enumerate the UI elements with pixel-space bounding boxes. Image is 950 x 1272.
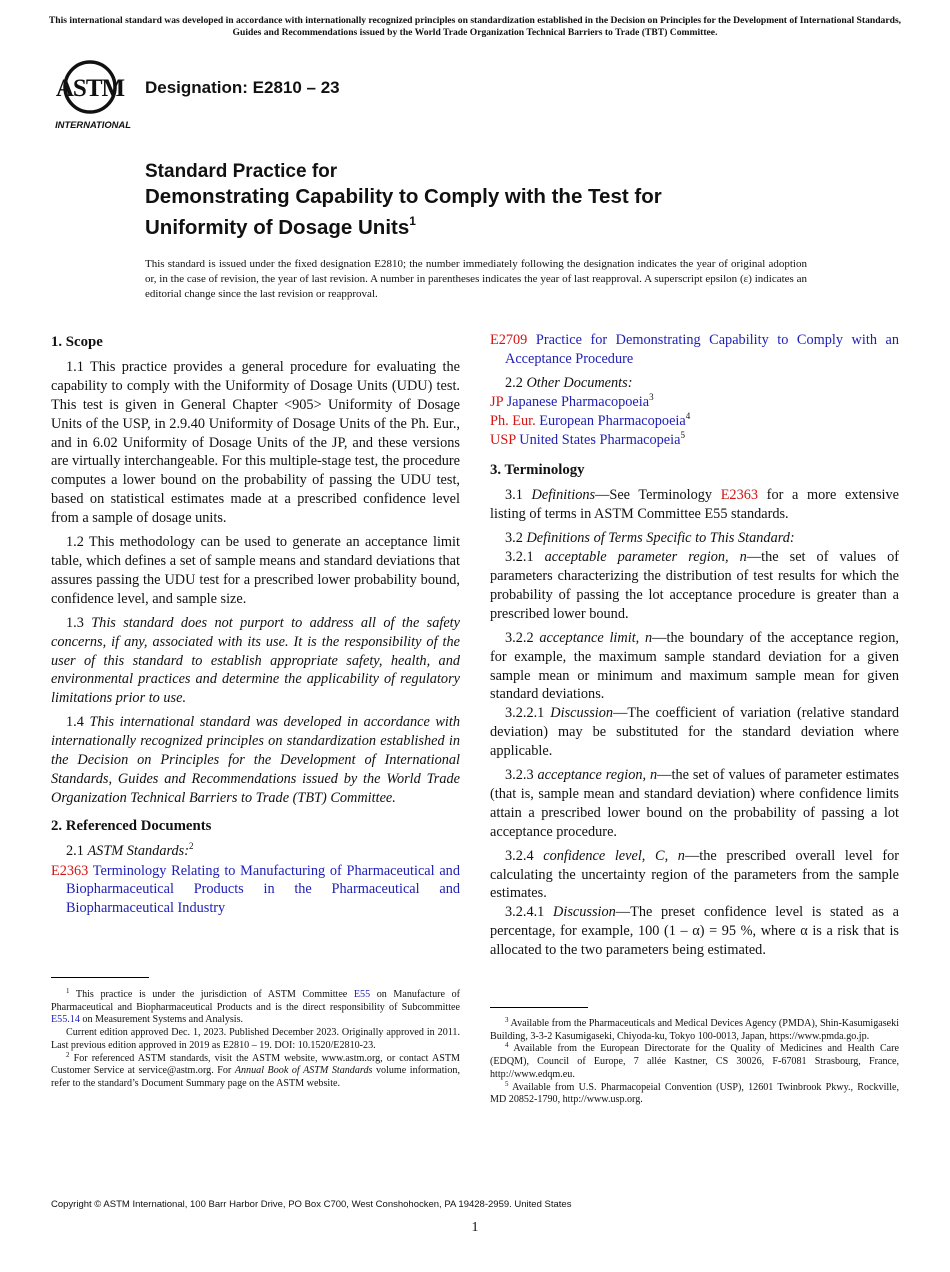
para-3-2-3 — [490, 766, 899, 842]
ref-e2709-link[interactable]: E2709 — [490, 332, 528, 348]
left-column — [51, 331, 460, 918]
para-3-2-2-text: —the boundary of the acceptance region, for example, the maximum sample standard deviation for a given sample mean or minimum and maximum sample mean for given standard deviations. — [490, 629, 899, 703]
para-3-1-term: Definitions — [531, 487, 596, 504]
tbt-notice: This international standard was developed in accordance with internationally recognized principles on standardization established in the Decision on Principles for the Development of International Standards, Guides and Recommendations issued by the World Trade Organization Technical Barriers to Trade (TBT) Committee. — [48, 15, 902, 38]
footnote-1-edition: Current edition approved Dec. 1, 2023. Published December 2023. Originally approved in 2011. Last previous edition approved in 2019 as E2810 – 19. DOI: 10.1520/E2810-23. — [51, 1027, 460, 1051]
footnote-5: $^5$ Available from U.S. Pharmacopeial Convention (USP), 12601 Twinbrook Pkwy., Rockville, MD 20852-1790, http://www.usp.org. — [490, 1079, 899, 1106]
preface-note: This standard is issued under the fixed designation E2810; the number immediately following the designation indicates the year of original adoption or, in the case of revision, the year of last revision. A number in parentheses indicates the year of last reapproval. A superscript epsilon (ε) indicates an editorial change since the last revision or reapproval. — [145, 258, 807, 300]
svg-text:ASTM: ASTM — [55, 75, 125, 102]
title-line-1: Standard Practice for — [145, 161, 338, 182]
right-column — [490, 331, 899, 965]
ref-e2709-title-link[interactable]: Practice for Demonstrating Capability to Comply with an Acceptance Procedure — [505, 332, 899, 367]
ref-e2709 — [490, 331, 899, 369]
para-3-2-2-1 — [490, 704, 899, 761]
para-3-1-number: 3.1 — [505, 487, 523, 504]
para-3-2-2-number: 3.2.2 — [505, 629, 534, 646]
footnote-1: $^1$ This practice is under the jurisdiction of ASTM Committee E55 on Manufacture of Pharmaceutical and Biopharmaceutical Products and is the direct responsibility of Subcommittee E55.14 on Measurement Systems and Analysis. — [51, 987, 460, 1026]
section-1-heading: 1. Scope — [51, 334, 103, 350]
copyright-line: Copyright © ASTM International, 100 Barr Harbor Drive, PO Box C700, West Conshohocken, PA 19428-2959. United States — [51, 1199, 572, 1210]
para-3-2-4-term: confidence level, C, n — [543, 847, 685, 864]
ref-e2363-link[interactable]: E2363 — [51, 862, 89, 879]
para-1-4 — [51, 713, 460, 808]
title-line-3: Uniformity of Dosage Units — [145, 216, 410, 239]
para-3-2-2 — [490, 629, 899, 705]
para-2-1-number: 2.1 — [66, 842, 84, 859]
para-1-1: 1.1 This practice provides a general procedure for evaluating the capability to comply with the Uniformity of Dosage Units (UDU) test. This test is given in General Chapter <905> Uniformity of Dosage Units of the USP, in 2.9.40 Uniformity of Dosage Units of the Ph. Eur., and in 6.02 Uniformity of Dosage Units of the JP, and these versions are virtually interchangeable. For this multiple-stage test, the procedure computes a lower bound on the probability of passing the UDU test, based on statistical estimates made at a prescribed confidence level from a sample of dosage units. — [51, 358, 460, 527]
ref-jp-title-link[interactable]: Japanese Pharmacopoeia — [506, 393, 650, 410]
ref-jp — [490, 393, 899, 412]
para-3-2-2-term: acceptance limit, n — [539, 629, 653, 646]
para-1-3 — [51, 614, 460, 709]
para-3-2-1-text: —the set of values of parameters characterizing the distribution of test results for which the probability of passing the lot acceptance procedure is greater than a prescribed lower bound. — [490, 549, 899, 622]
para-3-2-number: 3.2 — [505, 530, 523, 547]
ref-e2363 — [51, 862, 460, 919]
para-3-2-3-number: 3.2.3 — [505, 767, 534, 784]
para-3-2-2-1-text: —The coefficient of variation (relative standard deviation) may be substituted for the standard deviation where applicable. — [490, 705, 899, 760]
para-3-2-1 — [490, 548, 899, 624]
footnote-5-mark: 5 — [505, 1079, 509, 1088]
document-title — [145, 160, 845, 240]
footnote-2: $^2$ For referenced ASTM standards, visit the ASTM website, www.astm.org, or contact ASTM Customer Service at service@astm.org. For Annual Book of ASTM Standards volume information, refer to the standard’s Document Summary page on the ASTM website. — [51, 1050, 460, 1089]
ref-pheur-title-link[interactable]: European Pharmacopoeia — [539, 412, 686, 429]
para-3-2-4-1 — [490, 903, 899, 960]
ref-e2363-title-link[interactable]: Terminology Relating to Manufacturing of Pharmaceutical and Biopharmaceutical Products in the Pharmaceutical and Biopharmaceutical Industry — [66, 862, 460, 917]
footnote-4: $^4$ Available from the European Directorate for the Quality of Medicines and Health Care (EDQM), Council of Europe, 7 allée Kastner, CS 30026, F-67081 Strasbourg, France, http://www.edqm.eu. — [490, 1041, 899, 1080]
para-2-1 — [51, 842, 460, 861]
para-3-2-1-number: 3.2.1 — [505, 549, 534, 566]
e2363-inline-link[interactable]: E2363 — [720, 487, 759, 504]
footnotes-right — [490, 1018, 899, 1107]
para-2-1-text: ASTM Standards: — [87, 842, 189, 859]
para-3-2-4-1-number: 3.2.4.1 — [505, 904, 545, 921]
para-3-2 — [490, 529, 899, 548]
para-3-2-4-1-text: —The preset confidence level is stated as a percentage, for example, 100 (1 – α) = 95 %, where α is a risk that is allocated to the two parameters being estimated. — [490, 904, 899, 959]
footnote-3: $^3$ Available from the Pharmaceuticals and Medical Devices Agency (PMDA), Shin-Kasumigaseki Building, 3-3-2 Kasumigaseki, Chiyoda-ku, Tokyo 100-0013, Japan, https://www.pmda.go.jp. — [490, 1016, 899, 1042]
para-3-1-text-a: —See Terminology — [595, 487, 721, 504]
footnote-mark-2: 2 — [189, 840, 194, 851]
section-3-heading: 3. Terminology — [490, 462, 585, 479]
ref-pheur-link[interactable]: Ph. Eur. — [490, 412, 536, 429]
para-1-4-text: This international standard was developed in accordance with internationally recognized principles on standardization established in the Decision on Principles for the Development of International Standards, Guides and Recommendations issued by the World Trade Organization Technical Barriers to Trade (TBT) Committee. — [51, 714, 461, 806]
e55-14-link[interactable]: E55.14 — [51, 1014, 80, 1026]
para-2-2-text: Other Documents: — [526, 374, 633, 391]
astm-logo — [52, 58, 136, 132]
para-3-2-3-text: —the set of values of parameter estimates (that is, sample mean and standard deviation) where confidence limits attain a prescribed lower bound on the probability of passing a lot acceptance procedure. — [490, 767, 900, 840]
ref-usp-link[interactable]: USP — [490, 431, 516, 448]
footnote-rule-left — [51, 977, 149, 978]
footnote-mark-5: 5 — [680, 429, 685, 440]
section-2-heading: 2. Referenced Documents — [51, 817, 212, 834]
para-3-2-text: Definitions of Terms Specific to This Standard: — [526, 530, 795, 547]
para-3-2-4-text: —the prescribed overall level for calculating the uncertainty region of the parameters from the sample estimates. — [490, 847, 899, 902]
para-1-3-text: This standard does not purport to address all of the safety concerns, if any, associated with its use. It is the responsibility of the user of this standard to establish appropriate safety, health, and environmental practices and determine the applicability of regulatory limitations prior to use. — [51, 614, 460, 707]
para-3-2-3-term: acceptance region, n — [537, 767, 658, 784]
title-footnote-mark: 1 — [409, 214, 416, 228]
para-3-1 — [490, 486, 899, 524]
ref-jp-link[interactable]: JP — [490, 393, 503, 410]
ref-pheur — [490, 412, 899, 431]
footnote-1-mark: 1 — [66, 987, 70, 995]
para-1-3-number: 1.3 — [66, 614, 84, 631]
footnote-4-mark: 4 — [505, 1041, 509, 1050]
footnote-mark-3: 3 — [649, 391, 654, 402]
page-number: 1 — [471, 1220, 479, 1235]
footnote-rule-right — [490, 1007, 588, 1008]
ref-usp — [490, 431, 899, 450]
e55-link[interactable]: E55 — [353, 989, 371, 1000]
para-3-1-text-b: for a more extensive listing of terms in ASTM Committee E55 standards. — [490, 487, 899, 523]
para-2-2 — [490, 374, 899, 393]
logo-wordmark: INTERNATIONAL — [55, 119, 131, 130]
para-3-2-1-term: acceptable parameter region, n — [544, 549, 747, 566]
footnotes-left — [51, 989, 460, 1091]
designation: Designation: E2810 – 23 — [145, 78, 340, 97]
para-3-2-4-1-term: Discussion — [553, 904, 616, 921]
para-1-4-number: 1.4 — [66, 714, 84, 731]
para-2-2-number: 2.2 — [505, 374, 523, 391]
footnote-2-mark: 2 — [66, 1050, 70, 1059]
para-1-2: 1.2 This methodology can be used to generate an acceptance limit table, which defines a set of sample means and standard deviations that assures passing the UDU test for a prescribed lower probability bound, confidence level, and sample size. — [51, 534, 460, 607]
title-line-2: Demonstrating Capability to Comply with the Test for — [145, 185, 662, 208]
para-3-2-4 — [490, 847, 899, 904]
para-3-2-2-1-number: 3.2.2.1 — [505, 705, 545, 722]
ref-usp-title-link[interactable]: United States Pharmacopeia — [519, 431, 681, 448]
footnote-mark-4: 4 — [685, 410, 691, 421]
footnote-3-mark: 3 — [505, 1016, 509, 1024]
para-3-2-4-number: 3.2.4 — [505, 847, 534, 864]
para-3-2-2-1-term: Discussion — [550, 705, 614, 722]
